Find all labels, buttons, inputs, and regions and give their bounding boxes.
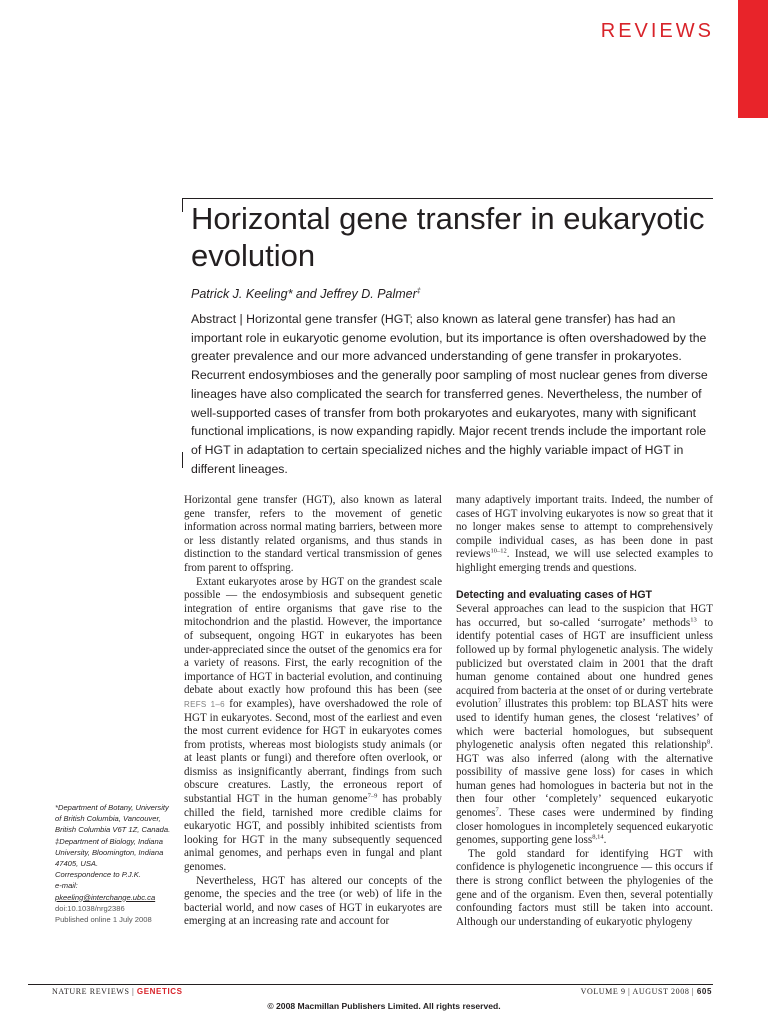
article-title: Horizontal gene transfer in eukaryotic evolution	[191, 201, 705, 273]
body-text: illustrates this problem: top BLAST hits were used to identify human genes, the closest ‘relatives’ of which were bacterial homologues, but subsequent phylogenetic analysis often negated this relationship	[456, 698, 713, 752]
affiliation-1: *Department of Botany, University of British Columbia, Vancouver, British Columbia V6T 1Z, Canada.	[55, 803, 171, 835]
body-text: . Instead, we will use selected examples to highlight emerging trends and questions.	[456, 548, 713, 574]
body-text: . HGT was also inferred (along with the alternative possibility of massive gene loss) for cases in which human genes had homologues in bacteria but not in the then four other ‘completely’ sequenced eukaryotic genomes	[456, 739, 713, 820]
doi: doi:10.1038/nrg2386	[55, 903, 125, 913]
copyright: © 2008 Macmillan Publishers Limited. All rights reserved.	[267, 1001, 501, 1011]
refs-link[interactable]: REFS 1–6	[184, 699, 225, 709]
citation: 13	[690, 616, 697, 624]
citation: 7	[495, 806, 499, 814]
body-paragraph: Nevertheless, HGT has altered our concepts of the genome, the species and the tree (or web) of life in the bacterial world, and now cases of HGT in eukaryotes are emerging at an increasing rate and account for	[184, 874, 442, 928]
affiliations	[55, 802, 173, 925]
body-paragraph: The gold standard for identifying HGT with confidence is phylogenetic incongruence — this occurs if there is strong conflict between the phylogenies of the gene and of the organism. Even then, several potentially confounding factors must still be taken into account. Although our understanding of eukaryotic phylogeny	[456, 847, 713, 928]
section-color-tab	[738, 0, 768, 118]
citation: 7–9	[367, 792, 378, 800]
author-mark: ‡	[416, 287, 421, 295]
footer-journal	[52, 987, 183, 996]
journal-section: GENETICS	[136, 987, 183, 996]
footer-separator: |	[129, 987, 137, 996]
body-column-right	[456, 494, 713, 929]
body-text: has probably chilled the field, tarnished more credible claims for eukaryotic HGT, and possibly inhibited scientists from looking for HGT in the many subsequently sequenced animal genomes, and perhaps even in fungal and plant genomes.	[184, 793, 442, 874]
body-text: for examples), have overshadowed the role of HGT in eukaryotes. Second, most of the earliest and even the most current evidence for HGT in eukaryotes comes from protists, whereas most biologists study animals (or at least plants or fungi) and therefore often overlook, or dismiss as insignificantly aberrant, findings from such obscure creatures. Lastly, the erroneous report of substantial HGT in the human genome	[184, 697, 442, 806]
body-paragraph	[184, 576, 442, 875]
page-number: 605	[696, 987, 712, 996]
body-paragraph	[456, 603, 713, 848]
email-label: e-mail:	[55, 881, 78, 891]
body-text: . These cases were undermined by finding closer homologues in incompletely sequenced eukaryotic genomes, supporting gene loss	[456, 807, 713, 847]
body-text: to identify potential cases of HGT are insufficient unless followed up by formal phylogenetic analysis. The widely publicized but overstated claim in 2001 that the draft human genome contained about one hundred genes acquired from bacteria at the onset of or during vertebrate evolution	[456, 616, 713, 711]
body-column-left	[184, 494, 442, 929]
citation: 8	[706, 738, 711, 746]
abstract: Abstract | Horizontal gene transfer (HGT; also known as lateral gene transfer) has had an important role in eukaryotic genome evolution, but its importance is often overshadowed by the greater prevalence and our more advanced understanding of gene transfer in prokaryotes. Recurrent endosymbioses and the generally poor sampling of most nuclear genes from diverse lineages have also complicated the search for transferred genes. Nevertheless, the number of well-supported cases of transfer from both prokaryotes and eukaryotes, many with significant functional implications, is now expanding rapidly. Major recent trends include the important role of HGT in adaptation to certain specialized niches and the highly variable impact of HGT in different lineages.	[191, 312, 708, 476]
footer-rule	[28, 984, 713, 985]
author-names: Patrick J. Keeling* and Jeffrey D. Palmer	[191, 287, 417, 301]
citation: 8,14	[592, 833, 604, 841]
body-paragraph: Horizontal gene transfer (HGT), also known as lateral gene transfer, refers to the movement of genetic information across normal mating barriers, between more or less distantly related organisms, and thus stands in distinction to the standard vertical transmission of genes from parent to offspring.	[184, 494, 442, 574]
body-paragraph	[456, 494, 713, 576]
citation: 10–12	[490, 547, 507, 555]
footer-volume	[581, 987, 712, 996]
journal-name: NATURE REVIEWS	[52, 987, 130, 996]
affiliation-2: ‡Department of Biology, Indiana University, Bloomington, Indiana 47405, USA.	[55, 836, 164, 869]
citation: 7	[497, 697, 502, 705]
body-text: Extant eukaryotes arose by HGT on the grandest scale possible — the endosymbiosis and subsequent genetic integration of entire organisms that gave rise to the mitochondrion and the plastid. However, the importance of subsequent, ongoing HGT in eukaryotes has been under-appreciated since the outset of the genomics era for a variety of reasons. First, the early recognition of the importance of HGT in bacterial evolution, and continuing debate about exactly how profound this has been (see	[184, 575, 442, 697]
section-heading: Detecting and evaluating cases of HGT	[456, 588, 653, 601]
author-line	[191, 287, 421, 301]
correspondence: Correspondence to P.J.K.	[55, 870, 141, 880]
volume-info: VOLUME 9 | AUGUST 2008 |	[580, 987, 697, 996]
email-link[interactable]: pkeeling@interchange.ubc.ca	[55, 892, 156, 902]
body-text: Several approaches can lead to the suspicion that HGT has occurred, but so-called ‘surrogate’ methods	[456, 603, 713, 629]
abstract-bar	[182, 452, 183, 468]
body-text: .	[603, 834, 607, 847]
published-date: Published online 1 July 2008	[55, 915, 152, 925]
title-rule	[182, 198, 713, 199]
body-text: many adaptively important traits. Indeed, the number of cases of HGT involving eukaryotes is now so great that it no longer makes sense to attempt to comprehensively compile individual cases, as has been done in past reviews	[456, 494, 713, 561]
section-label: REVIEWS	[600, 20, 714, 42]
